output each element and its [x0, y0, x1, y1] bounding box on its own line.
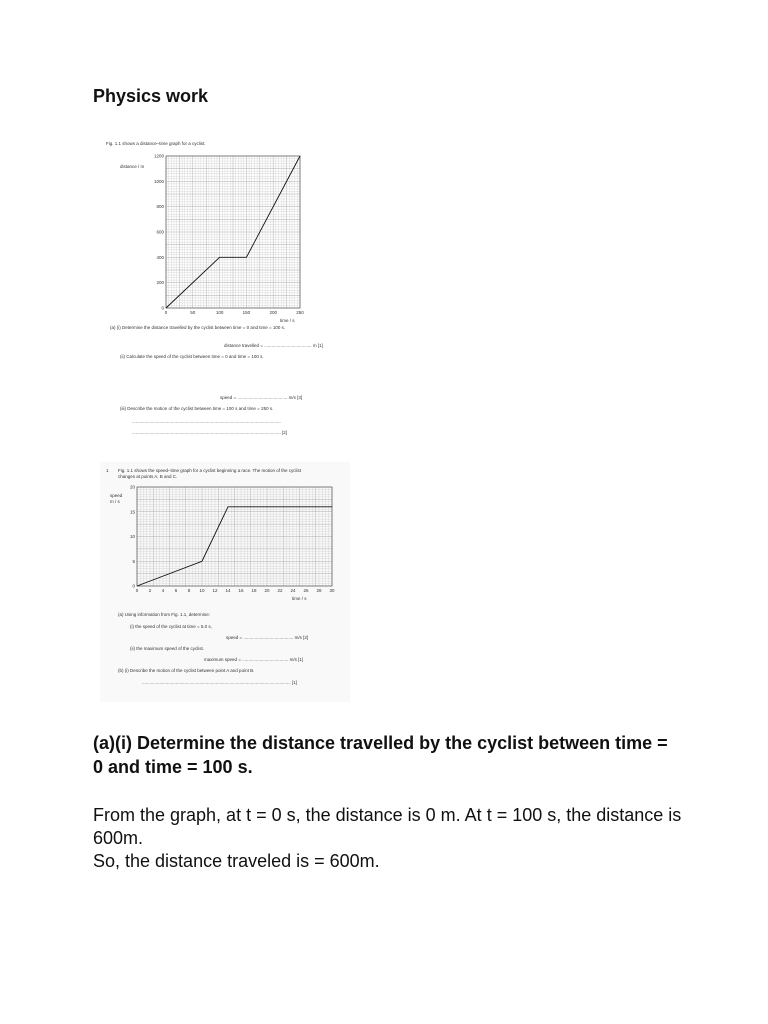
speed-time-x-tick-label: 14: [225, 588, 231, 593]
figure2-intro-line-2: changes at points A, B and C.: [118, 474, 178, 479]
figure2-ylabel-1: speed: [110, 493, 123, 498]
speed-time-x-tick-label: 10: [199, 588, 205, 593]
figure2-xlabel: time / s: [292, 596, 307, 601]
exam-excerpt-speed-time: [100, 462, 350, 702]
answer-block: [93, 804, 693, 873]
speed-time-x-tick-label: 4: [161, 588, 165, 593]
distance-time-y-tick-label: 1200: [153, 153, 164, 159]
figure2-question-a-i: (i) the speed of the cyclist at time = 5.0 s,: [130, 624, 212, 629]
distance-time-x-tick-label: 0: [164, 310, 168, 315]
speed-time-x-tick-label: 28: [316, 588, 322, 593]
speed-time-y-tick-label: 0: [132, 583, 135, 589]
speed-time-x-tick-label: 22: [277, 588, 283, 593]
speed-time-x-tick-label: 12: [212, 588, 218, 593]
figure2-answer-a-i: speed = ........................................ m/s [2]: [226, 635, 309, 640]
figure2-answer-line-1: ....................................................................................................................... [1]: [142, 680, 298, 685]
speed-time-x-tick-label: 18: [251, 588, 257, 593]
distance-time-x-tick-label: 50: [190, 310, 196, 315]
figure2-question-a: (a) Using information from Fig. 1.1, determine:: [118, 612, 211, 617]
speed-time-x-tick-label: 0: [135, 588, 139, 593]
speed-time-y-tick-label: 20: [129, 484, 135, 490]
figure1-xlabel: time / s: [280, 318, 295, 323]
page-title: Physics work: [93, 86, 209, 106]
distance-time-chart: [100, 148, 350, 328]
figure2-answer-a-ii: maximum speed = ..................................... m/s [1]: [204, 657, 304, 662]
distance-time-y-tick-label: 600: [156, 229, 164, 235]
answer-line-2: So, the distance traveled is = 600m.: [93, 851, 380, 871]
figure2-question-b-i: (b) (i) Describe the motion of the cyclist between point A and point B.: [118, 668, 255, 673]
speed-time-x-tick-label: 24: [290, 588, 296, 593]
figure1-answer-a-ii: speed = ........................................ m/s [3]: [220, 395, 303, 400]
figure2-ylabel-2: m / s: [110, 499, 120, 504]
distance-time-y-tick-label: 400: [156, 254, 164, 260]
speed-time-grid: [137, 487, 332, 586]
figure2-intro-line-1: Fig. 1.1 shows the speed–time graph for a cyclist beginning a race. The motion of the cyclist: [118, 468, 302, 473]
distance-time-y-tick-label: 0: [161, 305, 164, 311]
figure1-answer-a-i: distance travelled = ...................................... m [1]: [224, 343, 323, 348]
figure1-question-a-i: (a) (i) Determine the distance travelled by the cyclist between time = 0 and time = 100 s.: [110, 325, 286, 330]
distance-time-x-tick-label: 150: [242, 310, 251, 315]
speed-time-x-tick-label: 30: [329, 588, 335, 593]
figure2-question-number: 1: [106, 468, 109, 473]
speed-time-x-tick-label: 6: [174, 588, 178, 593]
figure1-answer-line-1: .......................................................................................................................: [132, 419, 281, 424]
speed-time-x-tick-label: 8: [187, 588, 191, 593]
distance-time-x-tick-label: 250: [296, 310, 304, 315]
speed-time-y-tick-label: 10: [129, 534, 135, 539]
distance-time-x-tick-label: 200: [269, 310, 277, 315]
figure1-question-a-ii: (ii) Calculate the speed of the cyclist between time = 0 and time = 100 s.: [120, 354, 264, 359]
speed-time-chart: [100, 480, 350, 600]
speed-time-x-tick-label: 26: [303, 588, 309, 593]
answer-line-1: From the graph, at t = 0 s, the distance is 0 m. At t = 100 s, the distance is 600m.: [93, 805, 682, 848]
distance-time-grid: [166, 156, 300, 308]
distance-time-y-tick-label: 800: [156, 204, 164, 210]
speed-time-x-tick-label: 16: [238, 588, 244, 593]
figure2-question-a-ii: (ii) the maximum speed of the cyclist.: [130, 646, 205, 651]
question-heading: (a)(i) Determine the distance travelled by the cyclist between time = 0 and time = 100 s.: [93, 733, 668, 777]
distance-time-y-tick-label: 200: [156, 280, 164, 286]
figure1-answer-line-2: ....................................................................................................................... [2]: [132, 430, 288, 435]
distance-time-y-tick-label: 1000: [153, 178, 164, 184]
figure1-question-a-iii: (iii) Describe the motion of the cyclist between time = 100 s and time = 250 s.: [120, 406, 274, 411]
speed-time-y-tick-label: 15: [129, 509, 135, 515]
speed-time-x-tick-label: 20: [264, 588, 270, 593]
speed-time-y-tick-label: 5: [132, 558, 135, 564]
speed-time-x-tick-label: 2: [148, 588, 152, 593]
figure1-ylabel: distance / m: [120, 164, 145, 169]
figure1-intro: Fig. 1.1 shows a distance–time graph for a cyclist.: [106, 141, 206, 146]
distance-time-x-tick-label: 100: [215, 310, 224, 315]
exam-excerpt-distance-time: [100, 138, 350, 443]
